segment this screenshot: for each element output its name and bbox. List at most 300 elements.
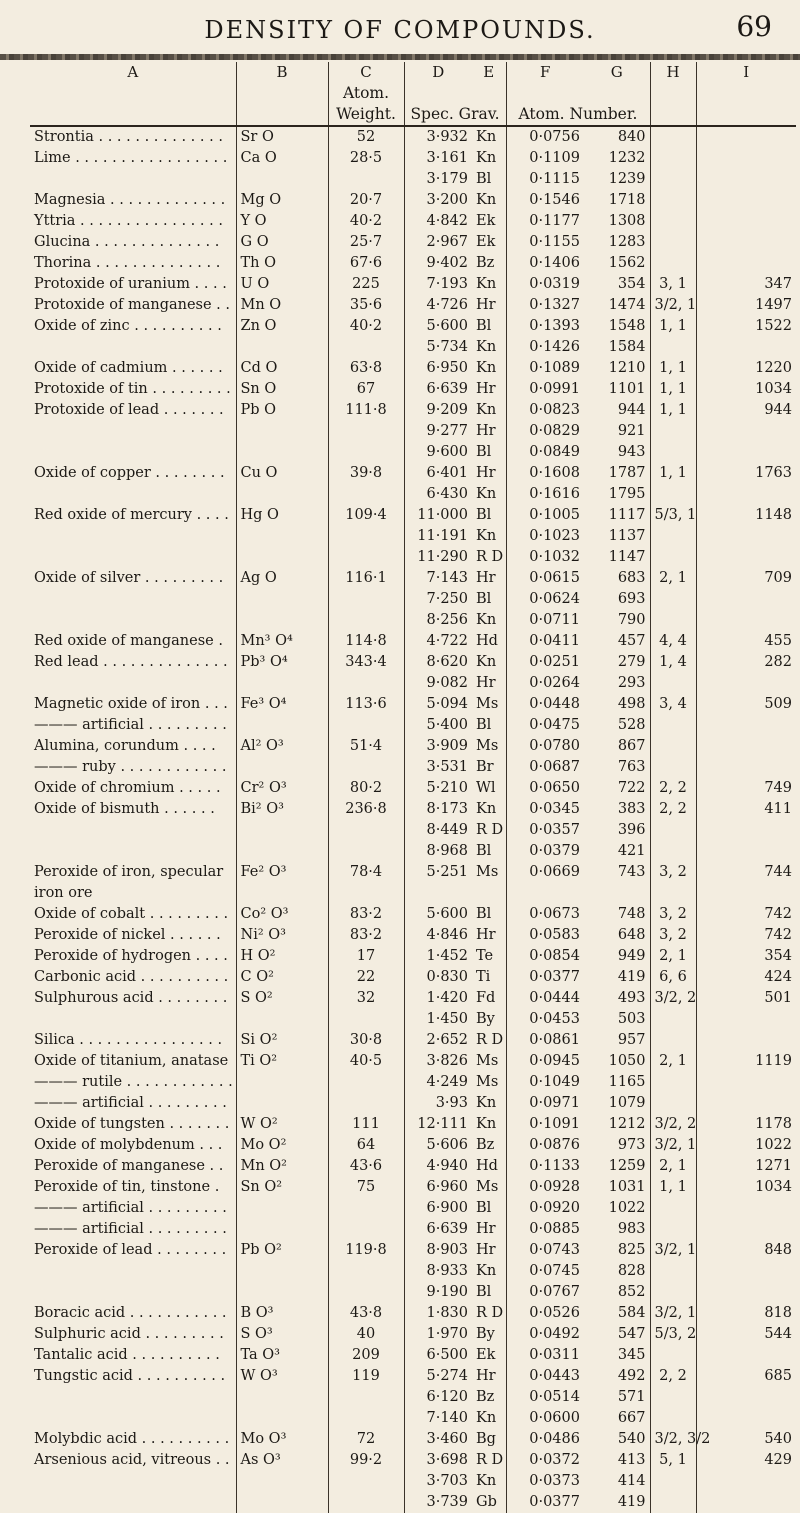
table-row bbox=[30, 126, 796, 148]
ratio: 3, 1 bbox=[650, 274, 696, 295]
page-header bbox=[0, 10, 800, 50]
atom-number-g: 1718 bbox=[584, 190, 650, 211]
table-row bbox=[30, 295, 796, 316]
density-table bbox=[30, 62, 796, 1513]
table-row bbox=[30, 148, 796, 169]
formula: W O² bbox=[236, 1114, 328, 1135]
atomic-weight: 343·4 bbox=[328, 652, 404, 673]
authority: By bbox=[472, 1324, 506, 1345]
ratio bbox=[650, 1030, 696, 1051]
authority: Ek bbox=[472, 1345, 506, 1366]
top-rule bbox=[0, 54, 800, 60]
ratio bbox=[650, 1387, 696, 1408]
ratio bbox=[650, 757, 696, 778]
compound-name: ——— artificial . . . . . . . . . bbox=[30, 1198, 236, 1219]
atom-number-g: 279 bbox=[584, 652, 650, 673]
specific-gravity: 5·600 bbox=[426, 318, 468, 334]
atom-number: 0·0411 bbox=[529, 633, 580, 649]
atomic-weight: 25·7 bbox=[328, 232, 404, 253]
compound-name: Protoxide of uranium . . . . bbox=[30, 274, 236, 295]
formula: Cu O bbox=[236, 463, 328, 484]
ratio bbox=[650, 883, 696, 904]
atom-number-g: 1165 bbox=[584, 1072, 650, 1093]
ratio bbox=[650, 148, 696, 169]
compound-name bbox=[30, 169, 236, 190]
atom-number-g: 1548 bbox=[584, 316, 650, 337]
atomic-weight: 80·2 bbox=[328, 778, 404, 799]
atom-number: 0·1608 bbox=[529, 465, 580, 481]
atomic-weight-header: Weight. bbox=[328, 104, 404, 126]
compound-name bbox=[30, 610, 236, 631]
ratio bbox=[650, 1408, 696, 1429]
atomic-weight bbox=[328, 1471, 404, 1492]
atom-number: 0·0345 bbox=[529, 801, 580, 817]
atomic-weight: 40·2 bbox=[328, 211, 404, 232]
specific-gravity: 3·200 bbox=[426, 192, 468, 208]
atomic-weight: 43·8 bbox=[328, 1303, 404, 1324]
atom-number-g: 1079 bbox=[584, 1093, 650, 1114]
specific-gravity: 3·739 bbox=[426, 1494, 468, 1510]
authority: Ek bbox=[472, 232, 506, 253]
atomic-weight: 75 bbox=[328, 1177, 404, 1198]
specific-gravity: 8·620 bbox=[426, 654, 468, 670]
specific-gravity: 7·250 bbox=[426, 591, 468, 607]
atom-number-g: 1031 bbox=[584, 1177, 650, 1198]
table-row bbox=[30, 1366, 796, 1387]
header-row-2 bbox=[30, 104, 796, 126]
computed-number bbox=[696, 883, 796, 904]
ratio: 3/2, 1 bbox=[650, 1303, 696, 1324]
table-row bbox=[30, 316, 796, 337]
computed-number bbox=[696, 1345, 796, 1366]
atom-number-g: 457 bbox=[584, 631, 650, 652]
computed-number: 709 bbox=[764, 570, 792, 586]
spec-grav-header: Spec. Grav. bbox=[404, 104, 506, 126]
table-row bbox=[30, 862, 796, 883]
ratio bbox=[650, 673, 696, 694]
ratio: 3, 2 bbox=[650, 925, 696, 946]
computed-number bbox=[696, 526, 796, 547]
atomic-weight bbox=[328, 526, 404, 547]
table-row bbox=[30, 694, 796, 715]
table-row bbox=[30, 1114, 796, 1135]
atom-number: 0·1091 bbox=[529, 1116, 580, 1132]
atomic-weight: 52 bbox=[328, 126, 404, 148]
atomic-weight bbox=[328, 883, 404, 904]
specific-gravity: 4·940 bbox=[426, 1158, 468, 1174]
formula: Mg O bbox=[236, 190, 328, 211]
ratio bbox=[650, 232, 696, 253]
atom-number: 0·0991 bbox=[529, 381, 580, 397]
formula bbox=[236, 673, 328, 694]
table-row bbox=[30, 1324, 796, 1345]
atomic-weight bbox=[328, 1009, 404, 1030]
formula bbox=[236, 1492, 328, 1513]
specific-gravity: 11·191 bbox=[417, 528, 468, 544]
computed-number bbox=[696, 1072, 796, 1093]
computed-number: 848 bbox=[764, 1242, 792, 1258]
table-row bbox=[30, 1303, 796, 1324]
authority: R D bbox=[472, 1450, 506, 1471]
atom-number: 0·0600 bbox=[529, 1410, 580, 1426]
formula: Sn O bbox=[236, 379, 328, 400]
formula: Ag O bbox=[236, 568, 328, 589]
atom-number: 0·0357 bbox=[529, 822, 580, 838]
authority: Ek bbox=[472, 211, 506, 232]
computed-number bbox=[696, 1261, 796, 1282]
authority: Ms bbox=[472, 1072, 506, 1093]
computed-number bbox=[696, 169, 796, 190]
table-row bbox=[30, 715, 796, 736]
computed-number: 455 bbox=[764, 633, 792, 649]
ratio bbox=[650, 442, 696, 463]
specific-gravity: 8·449 bbox=[426, 822, 468, 838]
atom-number: 0·0444 bbox=[529, 990, 580, 1006]
authority: Bz bbox=[472, 1387, 506, 1408]
computed-number: 1034 bbox=[755, 1179, 792, 1195]
page-number: 69 bbox=[736, 10, 772, 43]
computed-number: 1497 bbox=[755, 297, 792, 313]
authority: Bz bbox=[472, 253, 506, 274]
atom-number: 0·1089 bbox=[529, 360, 580, 376]
authority: Kn bbox=[472, 1471, 506, 1492]
atom-number-g: 584 bbox=[584, 1303, 650, 1324]
compound-name: Red oxide of manganese . bbox=[30, 631, 236, 652]
computed-number: 1119 bbox=[755, 1053, 792, 1069]
formula: Y O bbox=[236, 211, 328, 232]
specific-gravity: 8·968 bbox=[426, 843, 468, 859]
atom-number: 0·0379 bbox=[529, 843, 580, 859]
formula bbox=[236, 610, 328, 631]
authority: Ms bbox=[472, 1051, 506, 1072]
atom-number-g: 571 bbox=[584, 1387, 650, 1408]
compound-name: ——— ruby . . . . . . . . . . . . bbox=[30, 757, 236, 778]
ratio: 3/2, 1 bbox=[650, 1135, 696, 1156]
authority: Kn bbox=[472, 526, 506, 547]
compound-name bbox=[30, 820, 236, 841]
compound-name: Lime . . . . . . . . . . . . . . . . . bbox=[30, 148, 236, 169]
atom-number-g: 1212 bbox=[584, 1114, 650, 1135]
atom-number-g: 722 bbox=[584, 778, 650, 799]
computed-number bbox=[696, 820, 796, 841]
compound-name: Tantalic acid . . . . . . . . . . bbox=[30, 1345, 236, 1366]
table-row bbox=[30, 1429, 796, 1450]
atomic-weight bbox=[328, 421, 404, 442]
atom-number: 0·0767 bbox=[529, 1284, 580, 1300]
ratio bbox=[650, 126, 696, 148]
table-row bbox=[30, 610, 796, 631]
atomic-weight: 83·2 bbox=[328, 925, 404, 946]
atom-number: 0·0526 bbox=[529, 1305, 580, 1321]
authority: Hr bbox=[472, 379, 506, 400]
atom-number: 0·0251 bbox=[529, 654, 580, 670]
authority: Kn bbox=[472, 1114, 506, 1135]
formula bbox=[236, 1408, 328, 1429]
authority: Hr bbox=[472, 673, 506, 694]
atomic-weight bbox=[328, 1198, 404, 1219]
authority: Te bbox=[472, 946, 506, 967]
formula bbox=[236, 715, 328, 736]
atom-number-g: 492 bbox=[584, 1366, 650, 1387]
authority: Bg bbox=[472, 1429, 506, 1450]
computed-number: 1522 bbox=[755, 318, 792, 334]
ratio bbox=[650, 1219, 696, 1240]
atomic-weight bbox=[328, 1282, 404, 1303]
specific-gravity: 11·290 bbox=[417, 549, 468, 565]
column-letter: G bbox=[584, 62, 650, 83]
atom-number: 0·0624 bbox=[529, 591, 580, 607]
atom-number: 0·0475 bbox=[529, 717, 580, 733]
computed-number bbox=[696, 1093, 796, 1114]
atom-number-g: 983 bbox=[584, 1219, 650, 1240]
computed-number: 354 bbox=[764, 948, 792, 964]
authority: Kn bbox=[472, 1408, 506, 1429]
table-row bbox=[30, 967, 796, 988]
compound-name: Boracic acid . . . . . . . . . . . bbox=[30, 1303, 236, 1324]
authority: R D bbox=[472, 1303, 506, 1324]
formula bbox=[236, 1072, 328, 1093]
atom-number: 0·0829 bbox=[529, 423, 580, 439]
authority: Wl bbox=[472, 778, 506, 799]
authority: Bl bbox=[472, 316, 506, 337]
atomic-weight: 32 bbox=[328, 988, 404, 1009]
atomic-weight bbox=[328, 841, 404, 862]
atom-number: 0·0669 bbox=[529, 864, 580, 880]
atom-number bbox=[506, 883, 584, 904]
atom-number: 0·0971 bbox=[529, 1095, 580, 1111]
atom-number-g: 1232 bbox=[584, 148, 650, 169]
atom-number: 0·1133 bbox=[529, 1158, 580, 1174]
authority: Kn bbox=[472, 337, 506, 358]
ratio: 1, 4 bbox=[650, 652, 696, 673]
table-row bbox=[30, 841, 796, 862]
formula: Fe² O³ bbox=[236, 862, 328, 883]
atom-number-g: 825 bbox=[584, 1240, 650, 1261]
compound-name: Thorina . . . . . . . . . . . . . . bbox=[30, 253, 236, 274]
table-row bbox=[30, 358, 796, 379]
ratio bbox=[650, 1492, 696, 1513]
table-row bbox=[30, 883, 796, 904]
computed-number bbox=[696, 421, 796, 442]
authority: Hd bbox=[472, 631, 506, 652]
ratio bbox=[650, 211, 696, 232]
atom-number: 0·0745 bbox=[529, 1263, 580, 1279]
atomic-weight: 83·2 bbox=[328, 904, 404, 925]
atom-header: Atom. bbox=[328, 83, 404, 104]
ratio bbox=[650, 190, 696, 211]
specific-gravity: 6·900 bbox=[426, 1200, 468, 1216]
atom-number: 0·0876 bbox=[529, 1137, 580, 1153]
atom-number-g: 944 bbox=[584, 400, 650, 421]
table-row bbox=[30, 253, 796, 274]
compound-name: Protoxide of lead . . . . . . . bbox=[30, 400, 236, 421]
column-letter: F bbox=[540, 63, 551, 81]
atom-number-g: 1137 bbox=[584, 526, 650, 547]
atomic-weight: 40·5 bbox=[328, 1051, 404, 1072]
specific-gravity: 3·703 bbox=[426, 1473, 468, 1489]
ratio bbox=[650, 421, 696, 442]
specific-gravity: 1·970 bbox=[426, 1326, 468, 1342]
computed-number: 429 bbox=[764, 1452, 792, 1468]
specific-gravity: 3·460 bbox=[426, 1431, 468, 1447]
atom-number-g: 693 bbox=[584, 589, 650, 610]
computed-number bbox=[696, 1198, 796, 1219]
table-row bbox=[30, 190, 796, 211]
authority: Ms bbox=[472, 736, 506, 757]
header-row-1 bbox=[30, 83, 796, 104]
formula: Mo O² bbox=[236, 1135, 328, 1156]
table-row bbox=[30, 1009, 796, 1030]
atom-number: 0·0687 bbox=[529, 759, 580, 775]
ratio bbox=[650, 484, 696, 505]
specific-gravity: 6·639 bbox=[426, 1221, 468, 1237]
table-row bbox=[30, 736, 796, 757]
compound-name: ——— rutile . . . . . . . . . . . . bbox=[30, 1072, 236, 1093]
compound-name: Strontia . . . . . . . . . . . . . . bbox=[30, 126, 236, 148]
atom-number-g: 1474 bbox=[584, 295, 650, 316]
formula: Cr² O³ bbox=[236, 778, 328, 799]
authority: Hr bbox=[472, 421, 506, 442]
compound-name: Protoxide of tin . . . . . . . . . bbox=[30, 379, 236, 400]
atom-number-g: 540 bbox=[584, 1429, 650, 1450]
specific-gravity: 6·639 bbox=[426, 381, 468, 397]
authority: Bl bbox=[472, 715, 506, 736]
atomic-weight bbox=[328, 757, 404, 778]
authority: Hd bbox=[472, 1156, 506, 1177]
compound-name: Protoxide of manganese . . bbox=[30, 295, 236, 316]
table-row bbox=[30, 1261, 796, 1282]
atomic-weight: 113·6 bbox=[328, 694, 404, 715]
atom-number-g: 648 bbox=[584, 925, 650, 946]
specific-gravity: 0·830 bbox=[426, 969, 468, 985]
atom-number: 0·0928 bbox=[529, 1179, 580, 1195]
compound-name bbox=[30, 547, 236, 568]
specific-gravity: 3·932 bbox=[426, 129, 468, 145]
atom-number-g: 840 bbox=[584, 126, 650, 148]
table-row bbox=[30, 1471, 796, 1492]
ratio bbox=[650, 589, 696, 610]
compound-name: Red oxide of mercury . . . . bbox=[30, 505, 236, 526]
authority: Fd bbox=[472, 988, 506, 1009]
atom-number-g: 419 bbox=[584, 1492, 650, 1513]
authority: Bl bbox=[472, 589, 506, 610]
formula bbox=[236, 169, 328, 190]
table-row bbox=[30, 799, 796, 820]
atomic-weight: 63·8 bbox=[328, 358, 404, 379]
table-row bbox=[30, 652, 796, 673]
authority: R D bbox=[472, 820, 506, 841]
atomic-weight: 111 bbox=[328, 1114, 404, 1135]
compound-name: iron ore bbox=[30, 883, 236, 904]
atom-number: 0·1393 bbox=[529, 318, 580, 334]
specific-gravity: 12·111 bbox=[417, 1116, 468, 1132]
table-row bbox=[30, 337, 796, 358]
authority: Kn bbox=[472, 652, 506, 673]
atom-number: 0·0780 bbox=[529, 738, 580, 754]
atomic-weight: 111·8 bbox=[328, 400, 404, 421]
formula: Al² O³ bbox=[236, 736, 328, 757]
table-row bbox=[30, 1030, 796, 1051]
computed-number bbox=[696, 1408, 796, 1429]
atomic-weight: 72 bbox=[328, 1429, 404, 1450]
ratio: 1, 1 bbox=[650, 316, 696, 337]
specific-gravity: 4·249 bbox=[426, 1074, 468, 1090]
atomic-weight: 28·5 bbox=[328, 148, 404, 169]
computed-number bbox=[696, 190, 796, 211]
ratio bbox=[650, 1009, 696, 1030]
atom-number-g: 414 bbox=[584, 1471, 650, 1492]
formula: Co² O³ bbox=[236, 904, 328, 925]
formula: B O³ bbox=[236, 1303, 328, 1324]
authority: Kn bbox=[472, 484, 506, 505]
authority: Bl bbox=[472, 1282, 506, 1303]
atom-number: 0·0885 bbox=[529, 1221, 580, 1237]
formula: S O² bbox=[236, 988, 328, 1009]
computed-number bbox=[696, 673, 796, 694]
formula: Mo O³ bbox=[236, 1429, 328, 1450]
ratio: 4, 4 bbox=[650, 631, 696, 652]
formula: Ti O² bbox=[236, 1051, 328, 1072]
atom-number: 0·0443 bbox=[529, 1368, 580, 1384]
authority: Kn bbox=[472, 400, 506, 421]
formula bbox=[236, 1219, 328, 1240]
table-row bbox=[30, 211, 796, 232]
atomic-weight bbox=[328, 589, 404, 610]
atomic-weight: 17 bbox=[328, 946, 404, 967]
authority: Kn bbox=[472, 1261, 506, 1282]
specific-gravity: 6·401 bbox=[426, 465, 468, 481]
atom-number: 0·0650 bbox=[529, 780, 580, 796]
table-row bbox=[30, 1492, 796, 1513]
specific-gravity: 3·698 bbox=[426, 1452, 468, 1468]
atom-number-g: 1283 bbox=[584, 232, 650, 253]
atom-number: 0·0453 bbox=[529, 1011, 580, 1027]
compound-name: Peroxide of iron, specular bbox=[30, 862, 236, 883]
atom-number: 0·1616 bbox=[529, 486, 580, 502]
formula: G O bbox=[236, 232, 328, 253]
atom-number-g: 1259 bbox=[584, 1156, 650, 1177]
specific-gravity: 5·251 bbox=[426, 864, 468, 880]
atom-number-g: 743 bbox=[584, 862, 650, 883]
atom-number-g: 1147 bbox=[584, 547, 650, 568]
atom-number: 0·1005 bbox=[529, 507, 580, 523]
atom-number-g: 957 bbox=[584, 1030, 650, 1051]
atom-number: 0·0673 bbox=[529, 906, 580, 922]
ratio: 1, 1 bbox=[650, 400, 696, 421]
atomic-weight bbox=[328, 1219, 404, 1240]
atom-number-g: 493 bbox=[584, 988, 650, 1009]
computed-number bbox=[696, 1282, 796, 1303]
specific-gravity: 3·161 bbox=[426, 150, 468, 166]
atomic-weight: 51·4 bbox=[328, 736, 404, 757]
formula: W O³ bbox=[236, 1366, 328, 1387]
compound-name bbox=[30, 589, 236, 610]
ratio: 3/2, 3/2 bbox=[650, 1429, 696, 1450]
ratio bbox=[650, 253, 696, 274]
formula: Fe³ O⁴ bbox=[236, 694, 328, 715]
computed-number: 347 bbox=[764, 276, 792, 292]
compound-name: ——— artificial . . . . . . . . . bbox=[30, 715, 236, 736]
atomic-weight bbox=[328, 673, 404, 694]
authority: Ti bbox=[472, 967, 506, 988]
computed-number: 742 bbox=[764, 927, 792, 943]
atom-number-g: 867 bbox=[584, 736, 650, 757]
atom-number: 0·0448 bbox=[529, 696, 580, 712]
atomic-weight: 22 bbox=[328, 967, 404, 988]
atomic-weight bbox=[328, 442, 404, 463]
specific-gravity: 1·830 bbox=[426, 1305, 468, 1321]
compound-name bbox=[30, 337, 236, 358]
